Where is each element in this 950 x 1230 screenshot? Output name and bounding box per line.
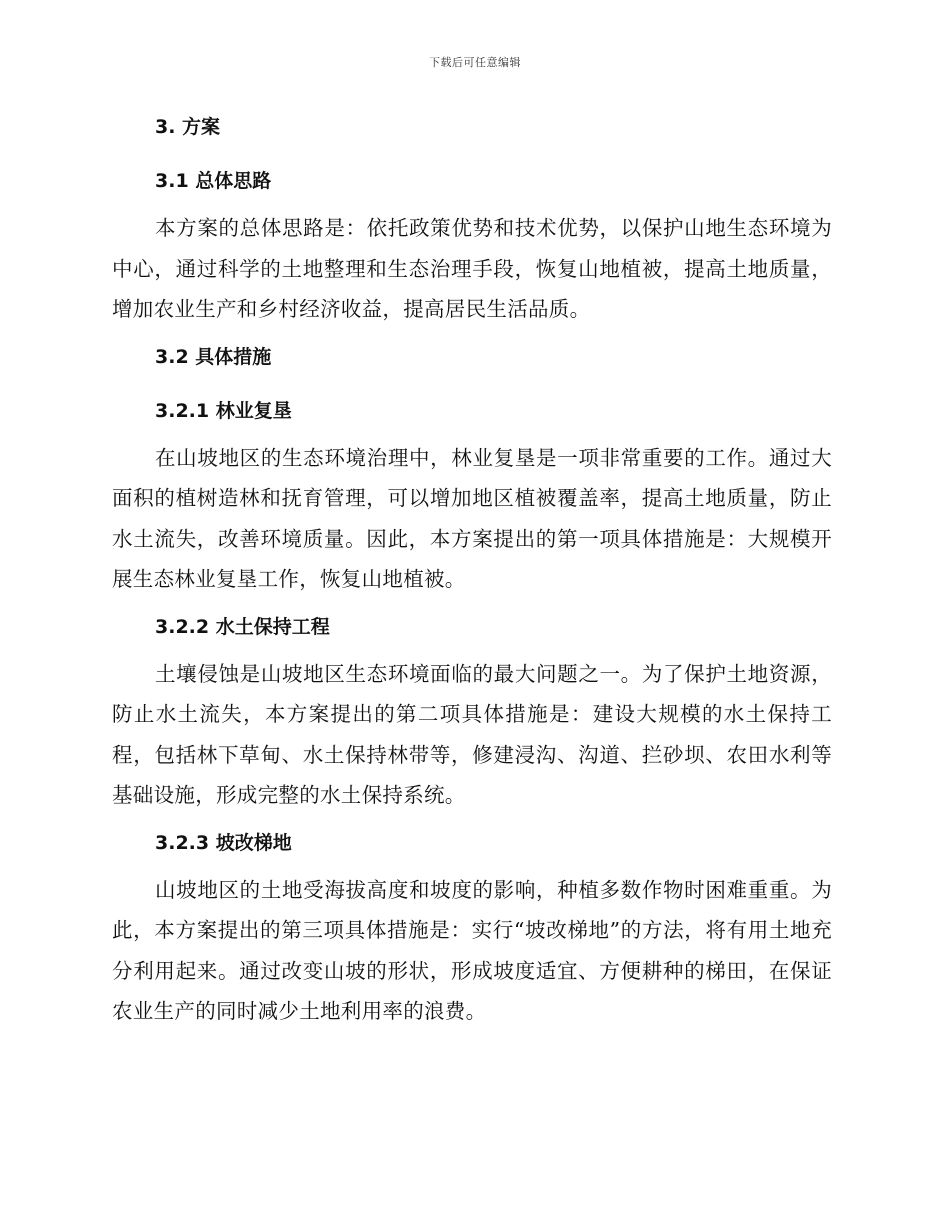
section-3-1-heading: 3.1 总体思路 <box>155 170 272 192</box>
document-body <box>112 112 832 1032</box>
section-3-1-paragraph: 本方案的总体思路是：依托政策优势和技术优势，以保护山地生态环境为中心，通过科学的土地整理和生态治理手段，恢复山地植被，提高土地质量，增加农业生产和乡村经济收益，提高居民生活品质。 <box>112 216 832 321</box>
section-3-2-2-heading: 3.2.2 水土保持工程 <box>155 615 330 638</box>
section-3-2-3-paragraph: 山坡地区的土地受海拔高度和坡度的影响，种植多数作物时困难重重。为此，本方案提出的第三项具体措施是：实行“坡改梯地”的方法，将有用土地充分利用起来。通过改变山坡的形状，形成坡度适宜、方便耕种的梯田，在保证农业生产的同时减少土地利用率的浪费。 <box>112 877 832 1023</box>
page-header-note: 下载后可任意编辑 <box>429 56 521 69</box>
section-3-heading: 3. 方案 <box>155 116 221 138</box>
section-3-2-3-heading: 3.2.3 坡改梯地 <box>155 831 292 854</box>
section-3-2-2-paragraph: 土壤侵蚀是山坡地区生态环境面临的最大问题之一。为了保护土地资源，防止水土流失，本方案提出的第二项具体措施是：建设大规模的水土保持工程，包括林下草甸、水土保持林带等，修建浸沟、沟道、拦砂坝、农田水利等基础设施，形成完整的水土保持系统。 <box>112 661 832 807</box>
section-3-2-1-heading: 3.2.1 林业复垦 <box>155 399 292 422</box>
section-3-2-1-paragraph: 在山坡地区的生态环境治理中，林业复垦是一项非常重要的工作。通过大面积的植树造林和抚育管理，可以增加地区植被覆盖率，提高土地质量，防止水土流失，改善环境质量。因此，本方案提出的第一项具体措施是：大规模开展生态林业复垦工作，恢复山地植被。 <box>112 445 832 591</box>
section-3-2-heading: 3.2 具体措施 <box>155 345 272 368</box>
